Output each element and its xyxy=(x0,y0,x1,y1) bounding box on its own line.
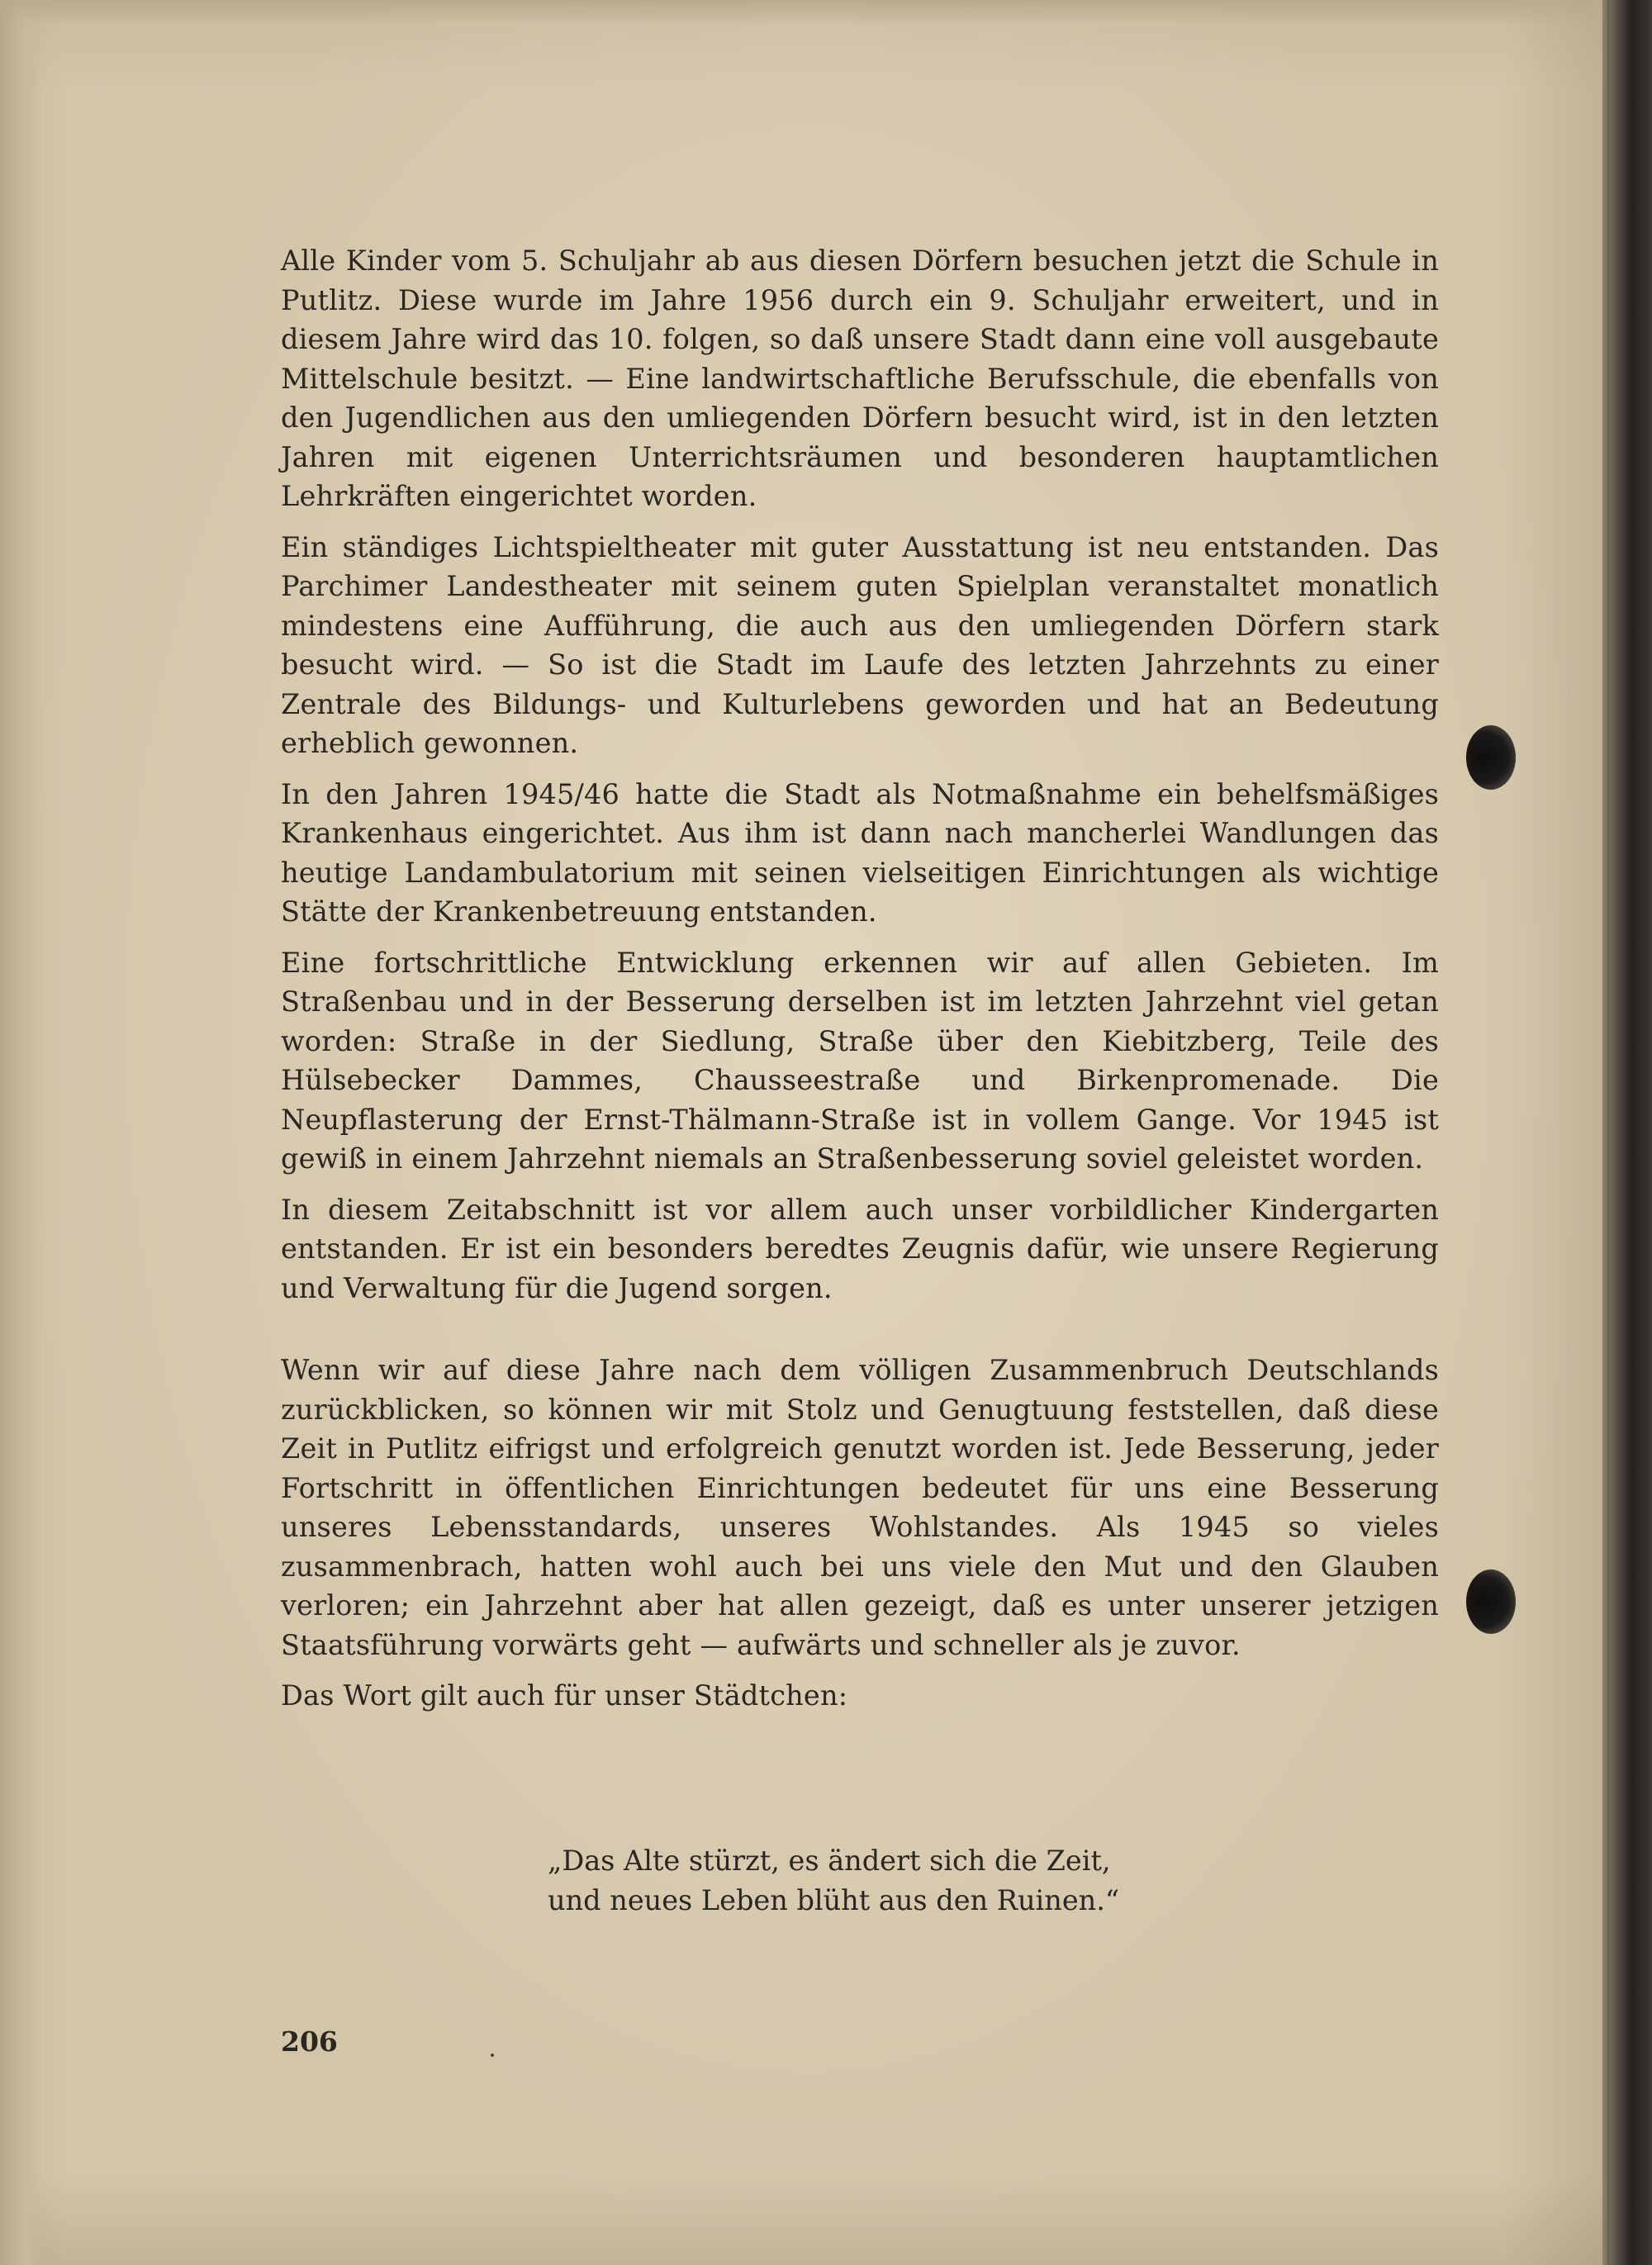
verse-line-1: „Das Alte stürzt, es ändert sich die Zeit, xyxy=(548,1845,1111,1877)
page-number: 206 xyxy=(281,2025,338,2058)
punch-hole-upper xyxy=(1466,725,1516,790)
paragraph-conclusion: Wenn wir auf diese Jahre nach dem völligen Zusammenbruch Deutschlands zurückblicken, so können wir mit Stolz und Genugtuung feststellen, daß diese Zeit in Putlitz eifrigst und erfolgreich genutzt worden ist. Jede Besserung, jeder Fortschritt in öffentlichen Einrichtungen bedeutet für uns eine Besserung unseres Lebensstandards, unseres Wohlstandes. Als 1945 so vieles zusammenbrach, hatten wohl auch bei uns viele den Mut und den Glauben verloren; ein Jahrzehnt aber hat allen gezeigt, daß es unter unserer jetzigen Staatsführung vorwärts geht — aufwärts und schneller als je zuvor. xyxy=(281,1354,1439,1661)
punch-hole-lower xyxy=(1466,1569,1516,1634)
book-binding xyxy=(1602,0,1652,2265)
ink-speck xyxy=(491,2054,494,2057)
paragraph-roads: Eine fortschrittliche Entwicklung erkennen wir auf allen Gebieten. Im Straßenbau und in der Besserung derselben ist im letzten Jahrzehnt viel getan worden: Straße in der Siedlung, Straße über den Kiebitzberg, Teile des Hülsebecker Dammes, Chausseestraße und Birkenpromenade. Die Neupflasterung der Ernst-Thälmann-Straße ist in vollem Gange. Vor 1945 ist gewiß in einem Jahrzehnt niemals an Straßenbesserung soviel geleistet worden. xyxy=(281,946,1439,1175)
paragraph-hospital: In den Jahren 1945/46 hatte die Stadt als Notmaßnahme ein behelfsmäßiges Krankenhaus eingerichtet. Aus ihm ist dann nach mancherlei Wandlungen das heutige Landambulatorium mit seinen vielseitigen Einrichtungen als wichtige Stätte der Krankenbetreuung entstanden. xyxy=(281,777,1439,928)
body-text xyxy=(281,241,1439,1727)
binding-line xyxy=(1607,0,1610,2265)
paragraph-quote-intro: Das Wort gilt auch für unser Städtchen: xyxy=(281,1679,848,1712)
page-edge-top xyxy=(0,0,1615,25)
verse-line-2: und neues Leben blüht aus den Ruinen.“ xyxy=(548,1884,1120,1916)
page-edge-left xyxy=(0,0,43,2265)
paragraph-kindergarten: In diesem Zeitabschnitt ist vor allem auch unser vorbildlicher Kindergarten entstanden. Er ist ein besonders beredtes Zeugnis dafür, wie unsere Regierung und Verwaltung für die Jugend sorgen. xyxy=(281,1193,1439,1304)
verse-quote xyxy=(548,1841,1119,1921)
paragraph-culture: Ein ständiges Lichtspieltheater mit guter Ausstattung ist neu entstanden. Das Parchimer Landestheater mit seinem guten Spielplan veranstaltet monatlich mindestens eine Aufführung, die auch aus den umliegenden Dörfern stark besucht wird. — So ist die Stadt im Laufe des letzten Jahrzehnts zu einer Zentrale des Bildungs- und Kulturlebens geworden und hat an Bedeutung erheblich gewonnen. xyxy=(281,530,1439,759)
paragraph-schools: Alle Kinder vom 5. Schuljahr ab aus diesen Dörfern besuchen jetzt die Schule in Putlitz. Diese wurde im Jahre 1956 durch ein 9. Schuljahr erweitert, und in diesem Jahre wird das 10. folgen, so daß unsere Stadt dann eine voll ausgebaute Mittelschule besitzt. — Eine landwirtschaftliche Berufsschule, die ebenfalls von den Jugendlichen aus den umliegenden Dörfern besucht wird, ist in den letzten Jahren mit eigenen Unterrichtsräumen und besonderen hauptamtlichen Lehrkräften eingerichtet worden. xyxy=(281,245,1439,512)
